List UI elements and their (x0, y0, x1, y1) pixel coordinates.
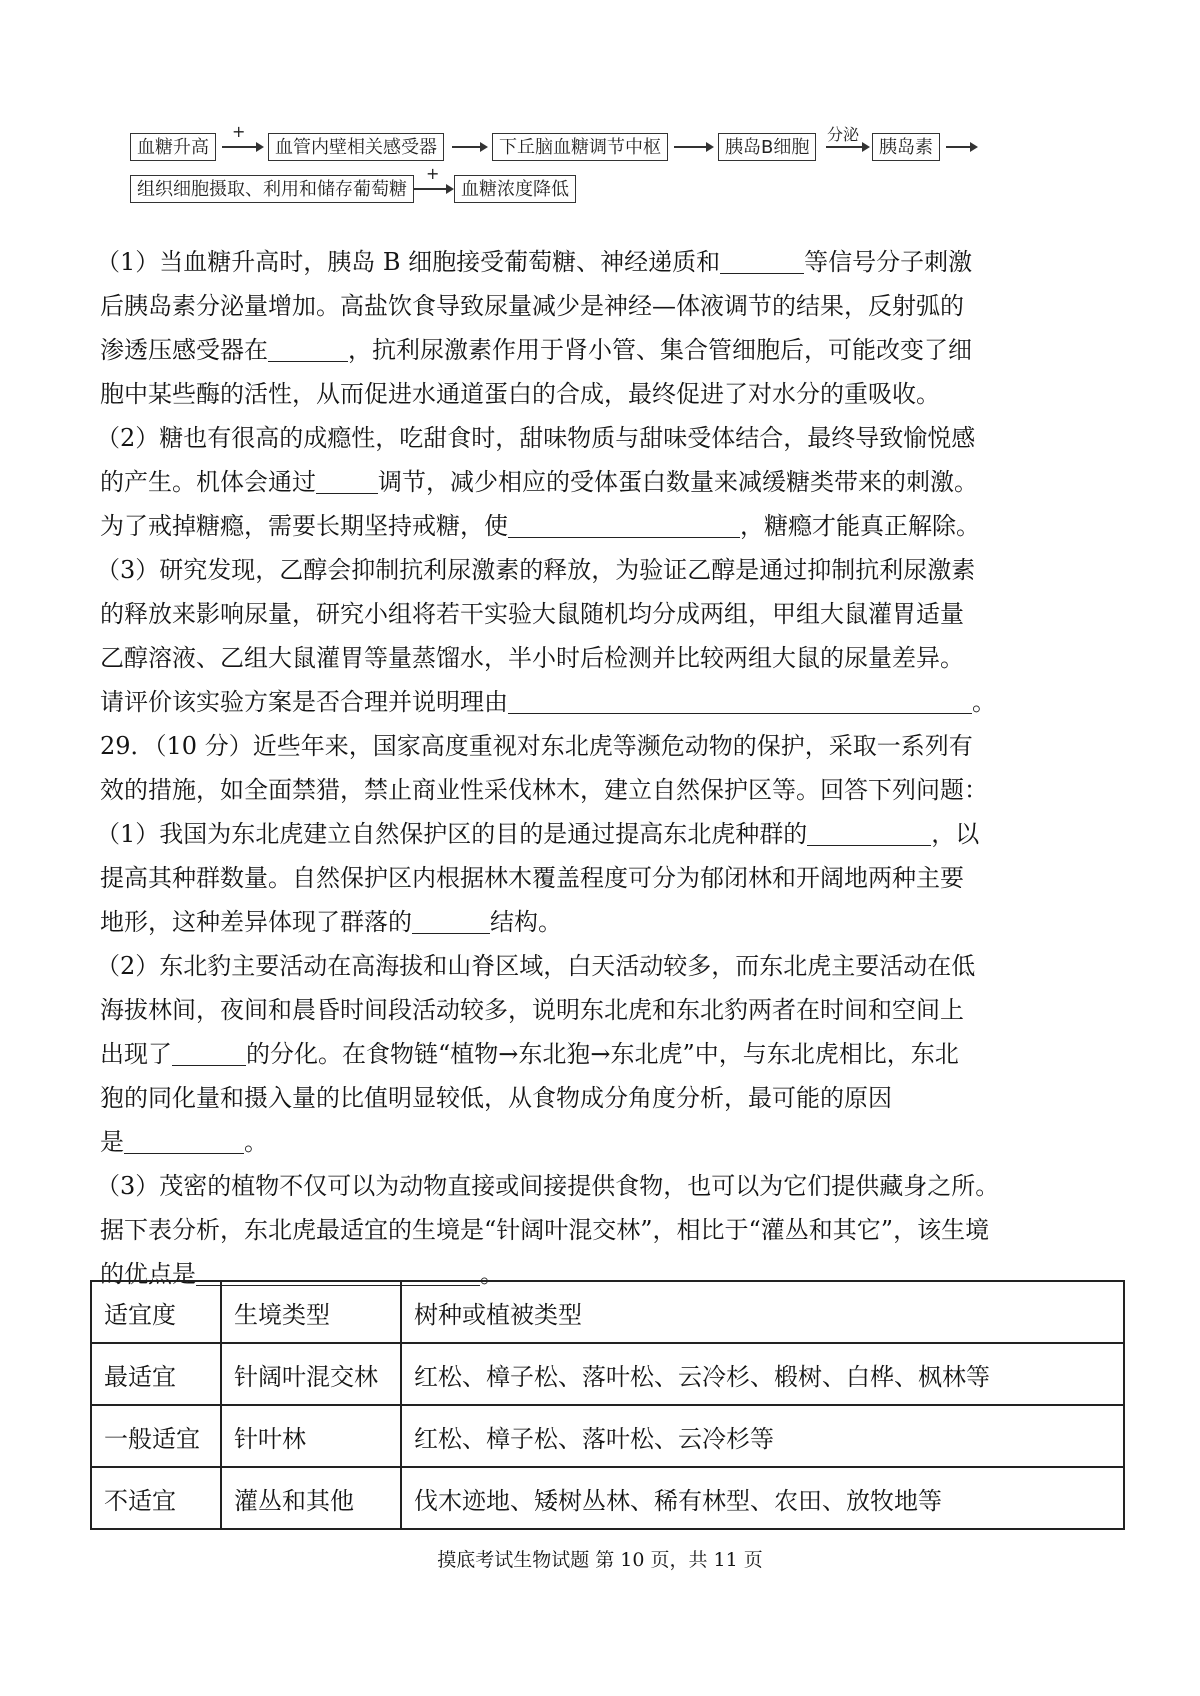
text-line: 后胰岛素分泌量增加。高盐饮食导致尿量减少是神经—体液调节的结果，反射弧的 (100, 292, 964, 320)
text-line: 的产生。机体会通过 调节，减少相应的受体蛋白数量来减缓糖类带来的刺激。 (100, 468, 978, 496)
text-line: 乙醇溶液、乙组大鼠灌胃等量蒸馏水，半小时后检测并比较两组大鼠的尿量差异。 (100, 644, 964, 672)
table-cell: 灌丛和其他 (221, 1467, 401, 1529)
table-header-cell: 树种或植被类型 (401, 1281, 1124, 1343)
answer-blank (412, 907, 490, 934)
table-cell: 不适宜 (91, 1467, 221, 1529)
table-header-row (91, 1281, 1124, 1343)
question-text (96, 240, 1120, 1296)
text-line: 胞中某些酶的活性，从而促进水通道蛋白的合成，最终促进了对水分的重吸收。 (100, 380, 940, 408)
text-line: 为了戒掉糖瘾，需要长期坚持戒糖，使 ，糖瘾才能真正解除。 (100, 512, 980, 540)
flow-secrete-label: 分泌 (827, 125, 860, 144)
answer-blank (508, 511, 740, 538)
text-line: 提高其种群数量。自然保护区内根据林木覆盖程度可分为郁闭林和开阔地两种主要 (100, 864, 964, 892)
flow-node-tissue-uptake: 组织细胞摄取、利用和储存葡萄糖 (130, 175, 414, 203)
text-line: 效的措施，如全面禁猎，禁止商业性采伐林木，建立自然保护区等。回答下列问题： (100, 776, 988, 804)
text-line: 的释放来影响尿量，研究小组将若干实验大鼠随机均分成两组，甲组大鼠灌胃适量 (100, 600, 964, 628)
text-line: 渗透压感受器在 ，抗利尿激素作用于肾小管、集合管细胞后，可能改变了细 (100, 336, 972, 364)
flow-node-blood-sugar-drop: 血糖浓度降低 (454, 175, 576, 203)
answer-blank (172, 1039, 246, 1066)
text-line: 是 。 (100, 1128, 268, 1156)
table-cell: 针叶林 (221, 1405, 401, 1467)
text-line: （1）我国为东北虎建立自然保护区的目的是通过提高东北虎种群的 ，以 (96, 820, 980, 848)
flow-arrow (946, 146, 972, 148)
text-line: 请评价该实验方案是否合理并说明理由 。 (100, 688, 996, 716)
text-line: （2）糖也有很高的成瘾性，吃甜食时，甜味物质与甜味受体结合，最终导致愉悦感 (96, 424, 976, 452)
text-line: 海拔林间，夜间和晨昏时间段活动较多，说明东北虎和东北豹两者在时间和空间上 (100, 996, 964, 1024)
table-header-cell: 生境类型 (221, 1281, 401, 1343)
text-line: （2）东北豹主要活动在高海拔和山脊区域，白天活动较多，而东北虎主要活动在低 (96, 952, 976, 980)
table-row (91, 1343, 1124, 1405)
text-line: 地形，这种差异体现了群落的 结构。 (100, 908, 562, 936)
answer-blank (316, 467, 378, 494)
text-line: 的优点是 。 (100, 1260, 504, 1288)
text-line: 据下表分析，东北虎最适宜的生境是“针阔叶混交林”，相比于“灌丛和其它”，该生境 (100, 1216, 990, 1244)
answer-blank (268, 335, 348, 362)
table-cell: 红松、樟子松、落叶松、云冷杉、椴树、白桦、枫林等 (401, 1343, 1124, 1405)
text-line: （3）研究发现，乙醇会抑制抗利尿激素的释放，为验证乙醇是通过抑制抗利尿激素 (96, 556, 976, 584)
answer-blank (508, 687, 972, 714)
habitat-table (90, 1280, 1125, 1530)
flow-plus-label: + (426, 164, 440, 183)
table-cell: 一般适宜 (91, 1405, 221, 1467)
table-cell: 最适宜 (91, 1343, 221, 1405)
table-header-cell: 适宜度 (91, 1281, 221, 1343)
page-footer: 摸底考试生物试题 第 10 页，共 11 页 (437, 1549, 763, 1571)
answer-blank (807, 819, 931, 846)
flow-node-blood-sugar-rise: 血糖升高 (130, 133, 216, 161)
flow-node-insulin: 胰岛素 (872, 133, 940, 161)
text-line: 出现了 的分化。在食物链“植物→东北狍→东北虎”中，与东北虎相比，东北 (100, 1040, 959, 1068)
answer-blank (720, 247, 804, 274)
flow-node-hypothalamus-center: 下丘脑血糖调节中枢 (492, 133, 668, 161)
text-line: （3）茂密的植物不仅可以为动物直接或间接提供食物，也可以为它们提供藏身之所。 (96, 1172, 1000, 1200)
table-row (91, 1467, 1124, 1529)
answer-blank (124, 1127, 244, 1154)
table-cell: 红松、樟子松、落叶松、云冷杉等 (401, 1405, 1124, 1467)
text-line: （1）当血糖升高时，胰岛 B 细胞接受葡萄糖、神经递质和 等信号分子刺激 (96, 248, 973, 276)
table-cell: 伐木迹地、矮树丛林、稀有林型、农田、放牧地等 (401, 1467, 1124, 1529)
text-line: 狍的同化量和摄入量的比值明显较低，从食物成分角度分析，最可能的原因 (100, 1084, 892, 1112)
flow-arrow (452, 146, 482, 148)
flow-arrow (414, 188, 448, 190)
flow-node-vessel-receptor: 血管内壁相关感受器 (268, 133, 444, 161)
flow-plus-label: + (232, 122, 246, 141)
table-row (91, 1405, 1124, 1467)
flow-arrow (222, 146, 258, 148)
flow-node-islet-b-cell: 胰岛B细胞 (718, 133, 816, 161)
table-cell: 针阔叶混交林 (221, 1343, 401, 1405)
question-29-heading: 29．（10 分）近些年来，国家高度重视对东北虎等濒危动物的保护，采取一系列有 (100, 732, 973, 760)
feedback-flowchart (0, 0, 1200, 240)
flow-arrow (826, 146, 864, 148)
flow-arrow (674, 146, 708, 148)
